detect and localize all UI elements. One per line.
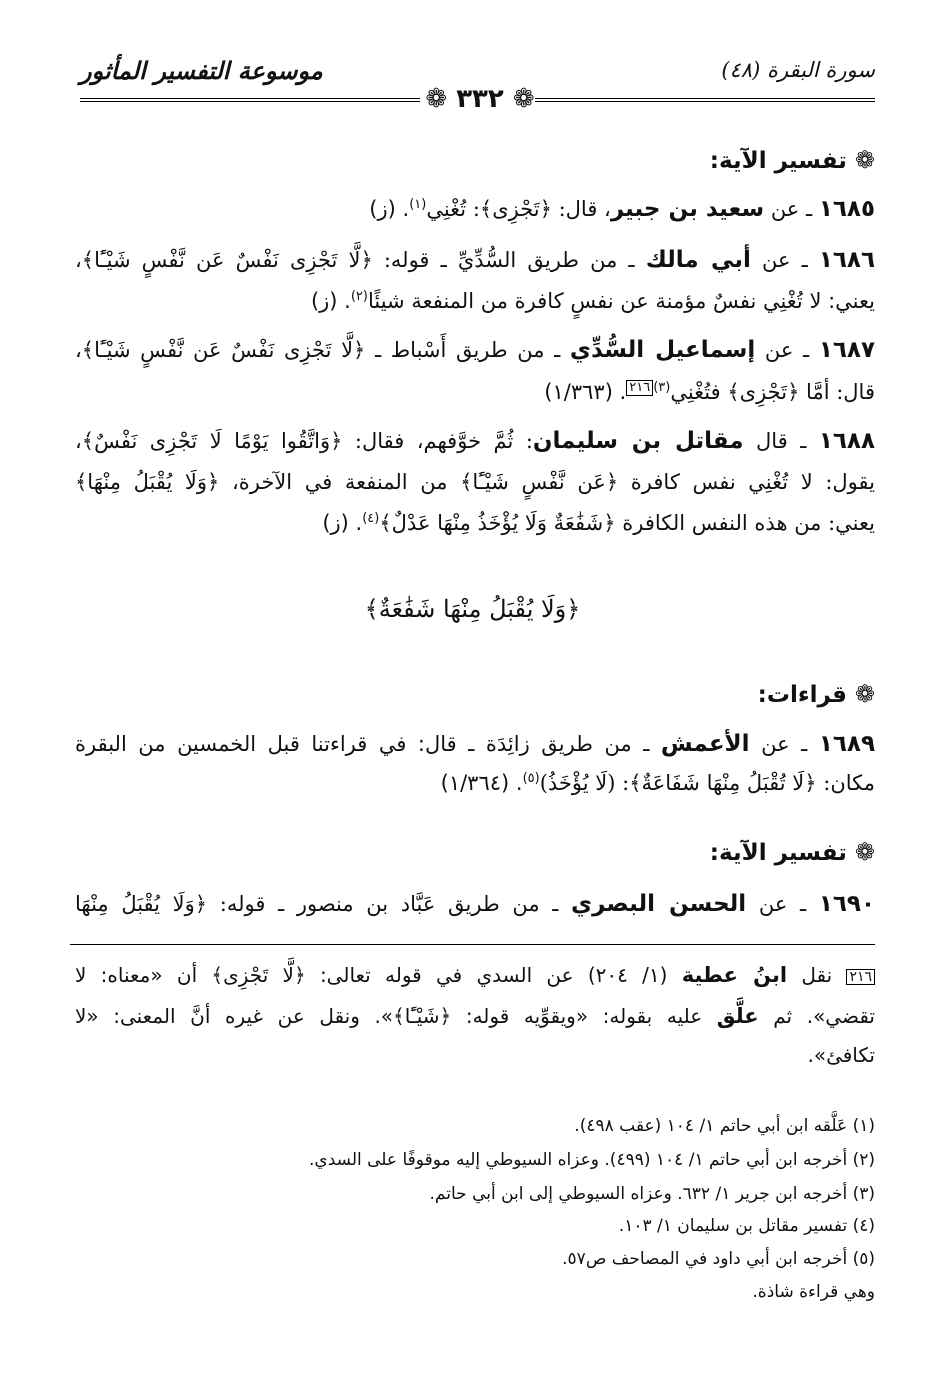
flower-ornament-icon: ❁ — [854, 838, 875, 866]
entry-1685: ١٦٨٥ ـ عن سعيد بن جبير، قال: ﴿تَجْزِى﴾: تُغْنِي$^{(١)}$. (ز) — [369, 196, 875, 222]
entry-1686-line1: ١٦٨٦ ـ عن أبي مالك ـ من طريق السُّدِّيِّ ـ قوله: ﴿لَّا تَجْزِى نَفْسٌ عَن نَّفْسٍ شَيْـًٔا﴾، — [75, 247, 875, 273]
commentary-separator — [70, 944, 875, 945]
commentary-line1: ٢١٦ نقل ابنُ عطية (١/ ٢٠٤) عن السدي في قوله تعالى: ﴿لَّا تَجْزِى﴾ أن «معناه: لا — [75, 965, 875, 986]
footnote-4: (٤) تفسير مقاتل بن سليمان ١/ ١٠٣. — [618, 1216, 875, 1236]
header-rule-right — [535, 98, 875, 102]
flower-ornament-icon: ❁ — [854, 680, 875, 708]
section-heading-tafsir-2: ❁تفسير الآية: — [709, 838, 875, 866]
commentary-ref-box: ٢١٦ — [626, 380, 653, 396]
entry-1689-line1: ١٦٨٩ ـ عن الأعمش ـ من طريق زائِدَة ـ قال: في قراءتنا قبل الخمسين من البقرة — [75, 731, 875, 757]
section-heading-tafsir: ❁تفسير الآية: — [709, 146, 875, 174]
footnote-3: (٣) أخرجه ابن جرير ١/ ٦٣٢. وعزاه السيوطي إلى ابن أبي حاتم. — [429, 1184, 875, 1204]
footnote-2: (٢) أخرجه ابن أبي حاتم ١/ ١٠٤ (٤٩٩). وعزاه السيوطي إليه موقوفًا على السدي. — [309, 1150, 875, 1170]
header-rule-left — [80, 98, 420, 102]
commentary-line3: تكافئ». — [807, 1043, 875, 1067]
footnote-5: (٥) أخرجه ابن أبي داود في المصاحف ص٥٧. — [562, 1249, 875, 1269]
footnote-5-note: وهي قراءة شاذة. — [752, 1282, 875, 1302]
entry-1690: ١٦٩٠ ـ عن الحسن البصري ـ من طريق عَبَّاد بن منصور ـ قوله: ﴿وَلَا يُقْبَلُ مِنْهَا — [75, 891, 875, 917]
section-heading-qiraat: ❁قراءات: — [757, 680, 875, 708]
entry-1689-line2: مكان: ﴿لَا تُقْبَلُ مِنْهَا شَفَاعَةٌ﴾: (لَا يُؤْخَذُ)$^{(٥)}$. (١/٣٦٤) — [440, 771, 875, 795]
flower-ornament-icon: ❁ — [854, 146, 875, 174]
footnote-1: (١) عَلَّقه ابن أبي حاتم ١/ ١٠٤ (عقب ٤٩٨). — [574, 1116, 875, 1136]
surah-header: سورة البقرة (٤٨) — [721, 58, 875, 82]
entry-1688-line1: ١٦٨٨ ـ قال مقاتل بن سليمان: ثُمَّ خوَّفهم، فقال: ﴿وَاتَّقُوا يَوْمًا لَا تَجْزِى نَفْسٌ﴾، — [75, 428, 875, 454]
verse-heading: ﴿وَلَا يُقْبَلُ مِنْهَا شَفَٰعَةٌ﴾ — [364, 595, 581, 623]
ornament-icon: ❁ — [425, 84, 448, 114]
book-title: موسوعة التفسير المأثور — [80, 56, 323, 85]
entry-1687-line1: ١٦٨٧ ـ عن إسماعيل السُّدِّي ـ من طريق أَسْباط ـ ﴿لَّا تَجْزِى نَفْسٌ عَن نَّفْسٍ شَيْـًٔا﴾، — [75, 337, 875, 363]
ornament-icon: ❁ — [512, 84, 535, 114]
entry-1688-line3: يعني: من هذه النفس الكافرة ﴿شَفَٰعَةٌ وَلَا يُؤْخَذُ مِنْهَا عَدْلٌ﴾$^{(٤)}$. (ز) — [322, 511, 875, 535]
entry-1687-line2: قال: أمَّا ﴿تَجْزِى﴾ فتُغْنِي$^{(٣)}$٢١٦. (١/٣٦٣) — [544, 380, 875, 404]
commentary-number-box: ٢١٦ — [846, 969, 875, 985]
commentary-line2: تقضي». ثم علَّق عليه بقوله: «ويقوِّيه قوله: ﴿شَيْـًٔا﴾». ونقل عن غيره أنَّ المعنى: «لا — [75, 1004, 876, 1028]
page-number: ❁ ٣٣٢ ❁ — [425, 84, 535, 114]
entry-1688-line2: يقول: لا تُغْنِي نفس كافرة ﴿عَن نَّفْسٍ شَيْـًٔا﴾ من المنفعة في الآخرة، ﴿وَلَا يُقْبَلُ مِنْهَا﴾ — [75, 470, 875, 494]
entry-1686-line2: يعني: لا تُغْنِي نفسٌ مؤمنة عن نفسٍ كافرة من المنفعة شيئًا$^{(٢)}$. (ز) — [310, 289, 875, 313]
